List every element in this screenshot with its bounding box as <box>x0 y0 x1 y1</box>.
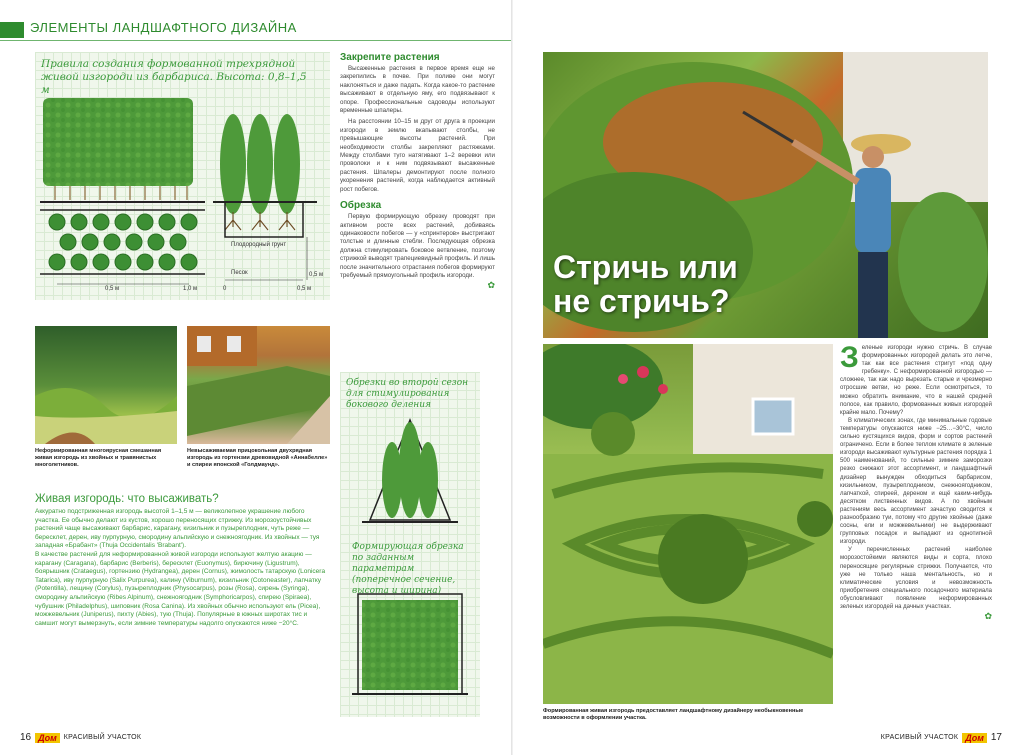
section-heading: Обрезка <box>340 200 382 212</box>
paragraph: Первую формирующую обрезку проводят при активном росте всех растений, добиваясь одинаковости побегов — у «спринтеров» выстригают толстые и длинные стебли. Последующая обрезка должна стимулировать боковое ветвление, поэтому стрижкой выводят трапециевидный профиль. И лишь после значительного отрастания побегов формируют требуемый прямоугольный профиль изгороди. <box>340 213 495 279</box>
section-marker <box>0 22 24 38</box>
photo-caption: Неформированная многоярусная смешанная живая изгородь из хвойных и травянистых многолетников. <box>35 448 162 468</box>
page-number: 17 <box>990 732 1002 743</box>
brand-logo: Дом <box>35 733 60 743</box>
title-line: не стричь? <box>553 283 730 319</box>
fix-plants-section <box>340 52 495 291</box>
planting-illustration <box>35 52 330 300</box>
footer-section: КРАСИВЫЙ УЧАСТОК <box>880 734 959 741</box>
paragraph: Высаженные растения в первое время еще не закрепились в почве. При поливе они могут наклоняться и даже падать. Когда какое-то растение высаживают в отдельную яму, его подвязывают к опоре. Профессиональные садоводы используют временные шпалеры. <box>340 65 495 115</box>
footer-section: КРАСИВЫЙ УЧАСТОК <box>63 734 142 741</box>
article-title <box>553 250 738 318</box>
left-footer <box>20 732 141 743</box>
paragraph <box>840 341 992 417</box>
dim-label: 0,5 м <box>297 286 312 292</box>
right-footer <box>881 732 1002 743</box>
paragraph: В качестве растений для неформированной живой изгороди используют желтую акацию — карагану (Caragana), барбарис (Berberis), бересклет (Euonymus), бирючину (Ligustrum), боярышник (Crataegus), гортензию (Hydrangea), дерен (Cornus), жимолость татарскую (Lonicera Tatarica), иву пурпурную (Salix Purpurea), калину (Viburnum), кизильник (Cotoneaster), лапчатку (Potentilla), лещину (Corylus), пузыреплодник (Physocarpus), розы (Rosa), сирень (Syringa), смородину альпийскую (Ribes Alpinum), снежноягодник (Symphoricarpos), спирею (Spiraea), чубушник (Philadelphus), шиповник (Rosa Canina). Из хвойных обычно используют ель (Picea), можжевельник (Juniperus), пихту (Abies), тую (Thuja). Популярные в южных широтах тис и самшит могут вымерзнуть, если зимние температуры надолго опускаются ниже −20°С. <box>35 550 326 627</box>
diagram-title: Обрезки во второй сезон для стимулирования бокового деления <box>346 378 469 410</box>
photo-caption: Формированная живая изгородь предоставляет ландшафтному дизайнеру необыкновенные возможности в оформлении участка. <box>543 708 804 721</box>
leaf-icon: ✿ <box>487 280 495 291</box>
brand-logo: Дом <box>962 733 987 743</box>
photo-caption: Невысаживаемая прицокольная двухрядная изгородь из гортензии древовидной «Аннабелле» и спиреи японской «Голдмаунд». <box>187 448 328 468</box>
photo-parterre-illustration <box>543 344 833 704</box>
dim-label: 0,5 м <box>105 286 120 292</box>
dim-label: 0,5 м <box>309 272 324 278</box>
photo-mixed-hedge-illustration <box>35 326 177 444</box>
paragraph: У перечисленных растений наиболее морозостойкими являются виды и сорта, плохо переносящие регулярные стрижки. Получается, что уже не только наша ментальность, но и климатические условия и невозможность приобретения специального посадочного материала обусловливают появление неформированных зеленых изгородей на дачных участках. <box>840 547 992 610</box>
photo-mixed-hedge <box>35 326 177 444</box>
paragraph: В климатических зонах, где минимальные годовые температуры опускаются ниже −25…−30°С, число сильно кустящихся видов, форм и сортов растений ограничено. Если в более теплом климате в зеленые изгороди высаживают культурные растения порядка 1 500 наименований, то сильные зимние заморозки резко снижают этот ассортимент, и ландшафтный дизайнер вынужден обходиться барбарисом, кизильником, пузыреплодником, снежноягодником, лапчаткой, спиреей, дереном и ещё каким-нибудь десятком лиственных видов. А по хвойным растениям весь ассортимент зачастую сводится к разнообразию туи, потому что другие хвойные (даже сосны, ели и можжевельники) не выдерживают групповых посадок и выпадают из однотипной изгороди. <box>840 417 992 546</box>
photo-gardener <box>543 52 988 338</box>
leaf-icon: ✿ <box>984 611 992 622</box>
dim-label: 1,0 м <box>183 286 198 292</box>
diagram-title: Формирующая обрезка по заданным параметрам (поперечное сечение, высота и ширина) <box>352 542 464 596</box>
photo-house-hedge-illustration <box>187 326 330 444</box>
section-heading: Закрепите растения <box>340 52 440 63</box>
article-title: Живая изгородь: что высаживать? <box>35 493 219 505</box>
diagram-title: Правила создания формованной трехрядной живой изгороди из барбариса. Высота: 0,8–1,5 м <box>41 58 307 96</box>
soil-label: Плодородный грунт <box>231 242 287 248</box>
section-title: ЭЛЕМЕНТЫ ЛАНДШАФТНОГО ДИЗАЙНА <box>30 20 297 35</box>
photo-parterre <box>543 344 833 704</box>
dim-label: 0 <box>223 286 227 292</box>
paragraph: Аккуратно подстриженная изгородь высотой 1–1,5 м — великолепное украшение любого участка. Ее обычно делают из кустов, хорошо переносящих стрижку. Из морозоустойчивых растений чаще высаживают барбарис, карагану, кизильник и пузыреплодник, чуть реже — бересклет, дерен, иву пурпурную, смородину альпийскую и снежноягодник. Из хвойных — туя западная «Брабант» (Thuja Occidentalis 'Brabant'). <box>35 508 320 550</box>
title-line: Стричь или <box>553 249 738 285</box>
paragraph: На расстоянии 10–15 м друг от друга в проекции изгороди в землю вкапывают столбы, не превышающие высоты растений. При необходимости столбы закрепляют растяжками. Между столбами туго натягивают 1–2 веревки или проволоки и к ним подвязывают высаженные растения. Шпалеры демонтируют после полного укоренения растений, когда наблюдается активный рост побегов. <box>340 118 495 193</box>
planting-diagram <box>35 52 330 300</box>
sand-label: Песок <box>231 270 248 276</box>
page-number: 16 <box>20 732 32 743</box>
header-rule <box>0 40 511 41</box>
trim-diagram <box>340 372 480 717</box>
paragraph-text: еленые изгороди нужно стричь. В случае формированных изгородей делать это легче, так как все растения стригут «под одну гребенку». С неформированной изгородью — сложнее, так как надо вырезать старые и чрезмерно отросшие ветви, но реже. Если осмотреться, то можно обратить внимание, что в нашей средней полосе, как правило, формованных живых изгородей крайне мало. Почему? <box>840 345 992 416</box>
right-article <box>840 341 992 622</box>
hedge-article <box>35 493 330 628</box>
page-spine <box>511 0 513 755</box>
photo-house-hedge <box>187 326 330 444</box>
drop-cap: З <box>840 341 859 374</box>
